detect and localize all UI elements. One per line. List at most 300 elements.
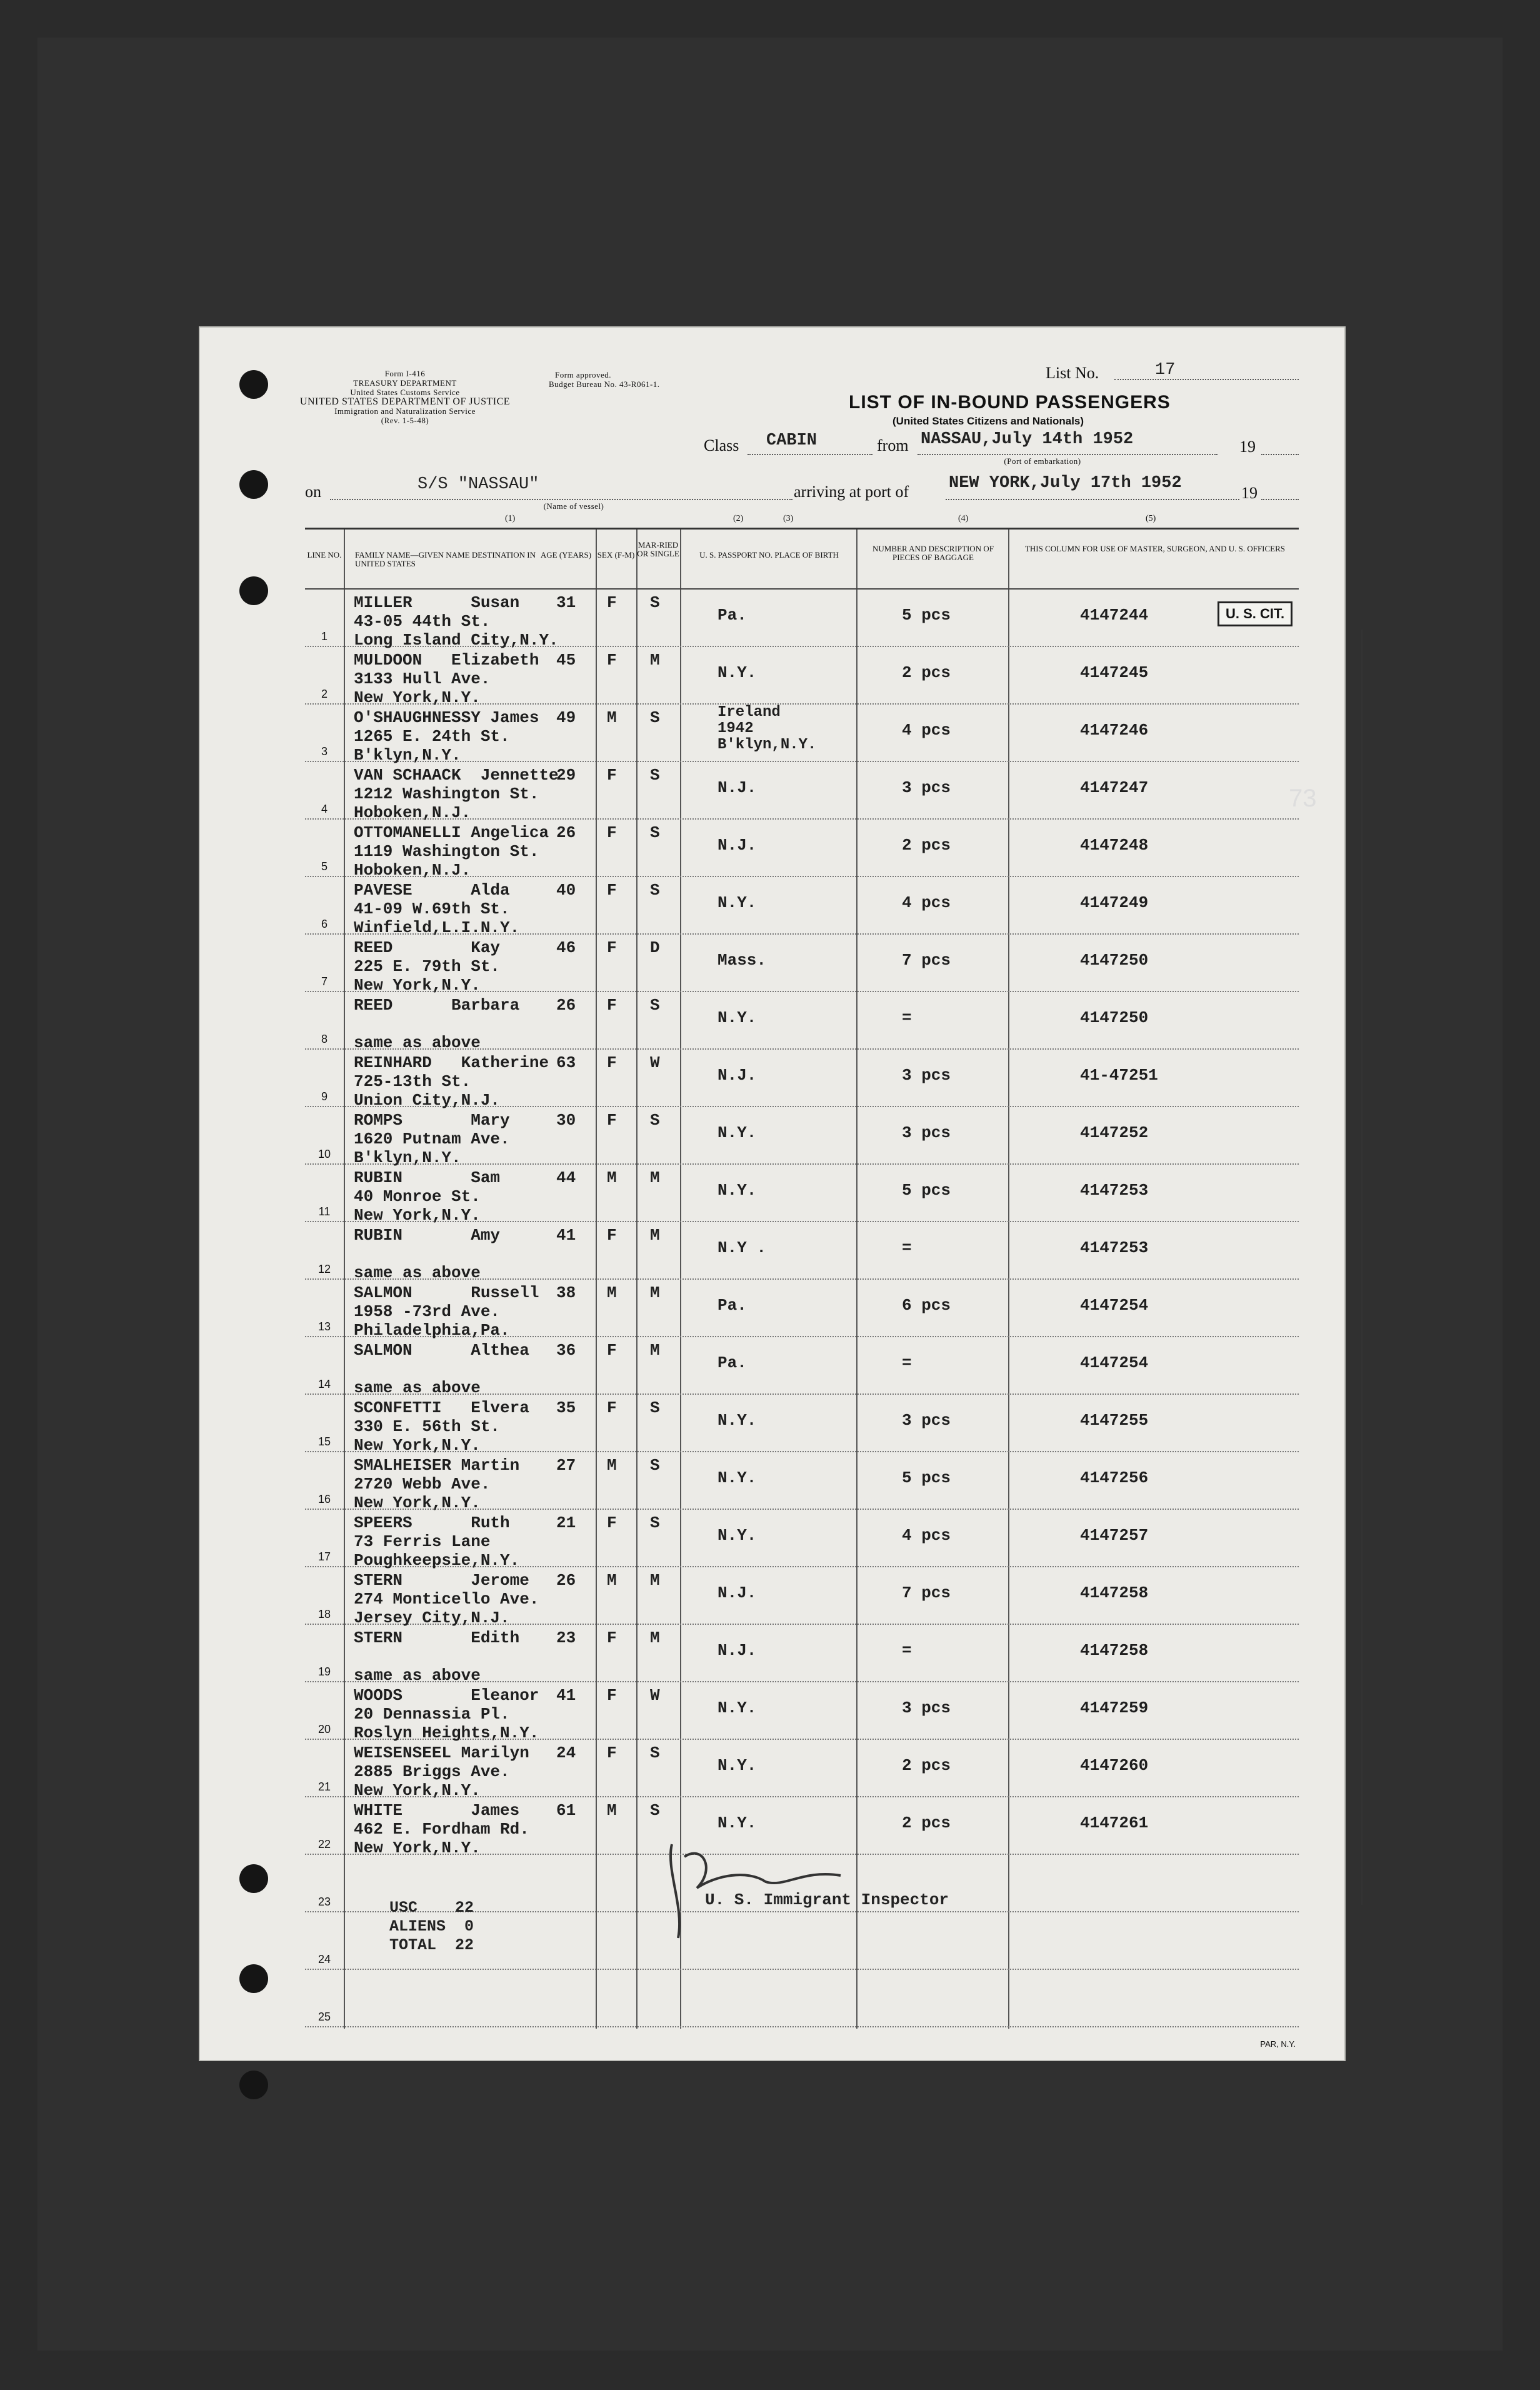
place-of-birth: N.Y. [718, 1181, 757, 1200]
city-state: New York,N.Y. [354, 1436, 481, 1455]
passenger-name: WOODS Eleanor [354, 1686, 539, 1705]
line-number: 15 [318, 1435, 331, 1448]
line-number: 5 [321, 860, 328, 873]
table-row [305, 704, 1299, 765]
sex: F [607, 881, 617, 900]
officer-number: 4147252 [1080, 1123, 1149, 1142]
header-line-no: LINE NO. [307, 550, 342, 560]
baggage-count: 2 pcs [902, 663, 951, 682]
street-address: 41-09 W.69th St. [354, 900, 510, 918]
city-state: New York,N.Y. [354, 1839, 481, 1857]
list-no-value: 17 [1155, 361, 1176, 379]
place-of-birth: N.Y. [718, 1123, 757, 1142]
sex: F [607, 593, 617, 612]
check-line [1361, 630, 1362, 1905]
passenger-name: WEISENSEEL Marilyn [354, 1744, 529, 1762]
marital-status: M [650, 651, 660, 670]
baggage-count: = [902, 1008, 912, 1027]
vessel-note: (Name of vessel) [543, 501, 604, 511]
age: 27 [556, 1456, 576, 1475]
passenger-name: VAN SCHAACK Jennette [354, 766, 559, 785]
officer-number: 4147258 [1080, 1641, 1149, 1660]
revision: (Rev. 1-5-48) [381, 416, 429, 425]
header-passport: U. S. PASSPORT NO. PLACE OF BIRTH [699, 550, 839, 560]
street-address: 73 Ferris Lane [354, 1532, 491, 1551]
officer-number: 4147256 [1080, 1469, 1149, 1487]
sex: F [607, 651, 617, 670]
baggage-count: = [902, 1238, 912, 1257]
on-label: on [305, 483, 321, 501]
baggage-count: 5 pcs [902, 1181, 951, 1200]
street-address: 2720 Webb Ave. [354, 1475, 491, 1494]
sex: M [607, 1456, 617, 1475]
officer-number: 4147247 [1080, 778, 1149, 797]
budget-bureau: Budget Bureau No. 43-R061-1. [549, 379, 660, 389]
line-number: 6 [321, 918, 328, 930]
city-state: same as above [354, 1033, 481, 1052]
list-no-line [1114, 379, 1299, 380]
passenger-name: MULDOON Elizabeth [354, 651, 539, 670]
age: 21 [556, 1514, 576, 1532]
form-number: Form I-416 [384, 369, 426, 378]
us-citizen-stamp: U. S. CIT. [1218, 601, 1292, 626]
line-number: 11 [318, 1205, 331, 1218]
table-row [305, 647, 1299, 705]
baggage-count: 5 pcs [902, 1469, 951, 1487]
passenger-name: SALMON Russell [354, 1283, 539, 1302]
place-of-birth: N.Y. [718, 1526, 757, 1545]
line-number: 17 [318, 1550, 331, 1563]
header-sex: SEX (F-M) [597, 550, 635, 560]
passenger-name: WHITE James [354, 1801, 520, 1820]
sex: M [607, 1283, 617, 1302]
table-row [305, 590, 1299, 650]
officer-number: 4147253 [1080, 1181, 1149, 1200]
table-row [305, 1165, 1299, 1225]
marital-status: S [650, 823, 660, 842]
total-value: 22 [455, 1936, 474, 1954]
baggage-count: 6 pcs [902, 1296, 951, 1315]
line-number: 1 [321, 630, 328, 643]
place-of-birth: Mass. [718, 951, 767, 970]
column-number: (2) [733, 514, 744, 523]
age: 63 [556, 1053, 576, 1072]
sex: F [607, 996, 617, 1015]
officer-number: 4147245 [1080, 663, 1149, 682]
header-married: MAR-RIED OR SINGLE [637, 540, 679, 558]
marital-status: W [650, 1053, 660, 1072]
age: 40 [556, 881, 576, 900]
line-number: 10 [318, 1148, 331, 1160]
marital-status: S [650, 1801, 660, 1820]
passenger-name: RUBIN Amy [354, 1226, 501, 1245]
passenger-name: STERN Jerome [354, 1571, 529, 1590]
line-number: 24 [318, 1953, 331, 1966]
table-row [305, 1452, 1299, 1510]
officer-number: 4147254 [1080, 1353, 1149, 1372]
line-number: 12 [318, 1263, 331, 1275]
passenger-name: O'SHAUGHNESSY James [354, 708, 539, 727]
place-of-birth: N.Y. [718, 1756, 757, 1775]
age: 29 [556, 766, 576, 785]
passenger-name: REINHARD Katherine [354, 1053, 549, 1072]
city-state: Hoboken,N.J. [354, 861, 471, 880]
place-of-birth: N.Y. [718, 1814, 757, 1832]
officer-number: 4147253 [1080, 1238, 1149, 1257]
passenger-name: SMALHEISER Martin [354, 1456, 520, 1475]
class-line [748, 454, 872, 455]
row-divider [305, 2026, 1299, 2027]
officer-number: 4147249 [1080, 893, 1149, 912]
form-subtitle: (United States Citizens and Nationals) [892, 415, 1084, 427]
table-row [305, 935, 1299, 995]
place-of-birth: N.Y . [718, 1238, 767, 1257]
baggage-count: 4 pcs [902, 721, 951, 740]
year-line [1261, 454, 1299, 455]
justice-dept: UNITED STATES DEPARTMENT OF JUSTICE [299, 396, 511, 407]
place-of-birth: Ireland 1942 B'klyn,N.Y. [718, 704, 817, 753]
column-number: (1) [505, 514, 516, 523]
officer-number: 4147255 [1080, 1411, 1149, 1430]
line-number: 23 [318, 1895, 331, 1908]
total-label: TOTAL [389, 1936, 437, 1954]
vessel-line [330, 499, 792, 500]
city-state: New York,N.Y. [354, 1206, 481, 1225]
sex: M [607, 1801, 617, 1820]
officer-number: 4147260 [1080, 1756, 1149, 1775]
age: 44 [556, 1168, 576, 1187]
year-line [1261, 499, 1299, 500]
age: 41 [556, 1686, 576, 1705]
table-row [305, 1050, 1299, 1110]
punch-hole [239, 2071, 268, 2099]
inspector-signature [659, 1832, 847, 1944]
sex: F [607, 938, 617, 957]
ins-service: Immigration and Naturalization Service [334, 406, 476, 416]
line-number: 19 [318, 1665, 331, 1678]
form-approved: Form approved. [555, 370, 612, 379]
marital-status: S [650, 1456, 660, 1475]
table-row [305, 1395, 1299, 1455]
sex: F [607, 1053, 617, 1072]
place-of-birth: N.Y. [718, 1469, 757, 1487]
officer-number: 4147244 [1080, 606, 1149, 625]
embarkation-value: NASSAU,July 14th 1952 [921, 430, 1134, 449]
line-number: 22 [318, 1838, 331, 1850]
age: 23 [556, 1629, 576, 1647]
baggage-count: 3 pcs [902, 1123, 951, 1142]
punch-hole [239, 470, 268, 499]
marital-status: S [650, 996, 660, 1015]
street-address: 1958 -73rd Ave. [354, 1302, 501, 1321]
marital-status: M [650, 1571, 660, 1590]
totals-block [389, 1899, 474, 1955]
marital-status: W [650, 1686, 660, 1705]
marital-status: M [650, 1283, 660, 1302]
age: 36 [556, 1341, 576, 1360]
street-address: 725-13th St. [354, 1072, 471, 1091]
list-no-label: List No. [1046, 364, 1099, 382]
baggage-count: = [902, 1641, 912, 1660]
passenger-name: REED Kay [354, 938, 501, 957]
printer-mark: PAR, N.Y. [1260, 2039, 1296, 2049]
age: 26 [556, 823, 576, 842]
sex: F [607, 1111, 617, 1130]
street-address: 330 E. 56th St. [354, 1417, 501, 1436]
approval-block [549, 370, 660, 389]
marital-status: M [650, 1226, 660, 1245]
baggage-count: 2 pcs [902, 1814, 951, 1832]
age: 31 [556, 593, 576, 612]
line-number: 25 [318, 2011, 331, 2023]
place-of-birth: N.J. [718, 1641, 757, 1660]
table-row [305, 1970, 1299, 2027]
age: 38 [556, 1283, 576, 1302]
line-number: 20 [318, 1723, 331, 1735]
table-row [305, 1510, 1299, 1570]
officer-number: 4147246 [1080, 721, 1149, 740]
passenger-list-form [199, 326, 1346, 2061]
table-row [305, 1107, 1299, 1165]
sex: F [607, 1514, 617, 1532]
city-state: New York,N.Y. [354, 688, 481, 707]
vessel-name: S/S "NASSAU" [418, 475, 539, 494]
baggage-count: = [902, 1353, 912, 1372]
sex: F [607, 766, 617, 785]
baggage-count: 3 pcs [902, 1411, 951, 1430]
passenger-name: RUBIN Sam [354, 1168, 501, 1187]
baggage-count: 4 pcs [902, 893, 951, 912]
sex: F [607, 1744, 617, 1762]
inspector-title: U. S. Immigrant Inspector [705, 1890, 949, 1909]
usc-value: 22 [455, 1899, 474, 1917]
header-officers: THIS COLUMN FOR USE OF MASTER, SURGEON, AND U. S. OFFICERS [1024, 544, 1286, 553]
street-address: 1265 E. 24th St. [354, 727, 510, 746]
table-row [305, 1337, 1299, 1395]
sex: M [607, 1571, 617, 1590]
arrival-value: NEW YORK,July 17th 1952 [949, 474, 1182, 493]
form-title: LIST OF IN-BOUND PASSENGERS [849, 392, 1171, 413]
table-row [305, 1280, 1299, 1340]
street-address: 274 Monticello Ave. [354, 1590, 539, 1609]
passenger-table [305, 528, 1299, 2029]
street-address: 40 Monroe St. [354, 1187, 481, 1206]
column-number: (3) [783, 514, 794, 523]
line-number: 3 [321, 745, 328, 758]
officer-number: 41-47251 [1080, 1066, 1158, 1085]
city-state: New York,N.Y. [354, 976, 481, 995]
line-number: 13 [318, 1320, 331, 1333]
line-number: 2 [321, 688, 328, 700]
place-of-birth: Pa. [718, 606, 747, 625]
marital-status: M [650, 1168, 660, 1187]
marital-status: S [650, 1744, 660, 1762]
sex: F [607, 1629, 617, 1647]
city-state: Long Island City,N.Y. [354, 631, 559, 650]
agency-block [292, 369, 518, 425]
side-page-number: 73 [1289, 785, 1317, 812]
passenger-name: STERN Edith [354, 1629, 520, 1647]
column-number: (5) [1146, 514, 1156, 523]
baggage-count: 7 pcs [902, 951, 951, 970]
baggage-count: 7 pcs [902, 1584, 951, 1602]
table-row [305, 1625, 1299, 1685]
passenger-name: ROMPS Mary [354, 1111, 510, 1130]
table-row [305, 820, 1299, 880]
place-of-birth: N.Y. [718, 663, 757, 682]
arriving-label: arriving at port of [794, 483, 909, 501]
class-label: Class [704, 436, 739, 454]
sex: F [607, 1226, 617, 1245]
place-of-birth: N.J. [718, 778, 757, 797]
city-state: Philadelphia,Pa. [354, 1321, 510, 1340]
line-number: 18 [318, 1608, 331, 1620]
table-row [305, 1682, 1299, 1740]
passenger-name: SPEERS Ruth [354, 1514, 510, 1532]
line-number: 21 [318, 1780, 331, 1793]
officer-number: 4147254 [1080, 1296, 1149, 1315]
city-state: same as above [354, 1378, 481, 1397]
city-state: New York,N.Y. [354, 1781, 481, 1800]
usc-label: USC [389, 1899, 418, 1917]
street-address: 20 Dennassia Pl. [354, 1705, 510, 1724]
place-of-birth: N.J. [718, 1584, 757, 1602]
city-state: B'klyn,N.Y. [354, 746, 461, 765]
place-of-birth: N.J. [718, 1066, 757, 1085]
table-row [305, 1740, 1299, 1800]
table-row [305, 992, 1299, 1050]
punch-hole [239, 370, 268, 399]
age: 26 [556, 1571, 576, 1590]
officer-number: 4147258 [1080, 1584, 1149, 1602]
passenger-name: SALMON Althea [354, 1341, 529, 1360]
line-number: 16 [318, 1493, 331, 1505]
marital-status: S [650, 1111, 660, 1130]
baggage-count: 2 pcs [902, 836, 951, 855]
punch-hole [239, 1964, 268, 1993]
baggage-count: 3 pcs [902, 1699, 951, 1717]
place-of-birth: N.Y. [718, 1699, 757, 1717]
street-address: 3133 Hull Ave. [354, 670, 491, 688]
officer-number: 4147257 [1080, 1526, 1149, 1545]
line-number: 14 [318, 1378, 331, 1390]
year-suffix: 19 [1241, 484, 1258, 502]
street-address: 1212 Washington St. [354, 785, 539, 803]
officer-number: 4147261 [1080, 1814, 1149, 1832]
city-state: Poughkeepsie,N.Y. [354, 1551, 520, 1570]
age: 46 [556, 938, 576, 957]
city-state: Union City,N.J. [354, 1091, 501, 1110]
street-address: 225 E. 79th St. [354, 957, 501, 976]
sex: M [607, 1168, 617, 1187]
street-address: 1119 Washington St. [354, 842, 539, 861]
passenger-name: MILLER Susan [354, 593, 520, 612]
city-state: Winfield,L.I.N.Y. [354, 918, 520, 937]
street-address: 1620 Putnam Ave. [354, 1130, 510, 1148]
line-number: 4 [321, 803, 328, 815]
line-number: 7 [321, 975, 328, 988]
column-number: (4) [958, 514, 969, 523]
baggage-count: 5 pcs [902, 606, 951, 625]
city-state: same as above [354, 1263, 481, 1282]
sex: F [607, 1341, 617, 1360]
header-baggage: NUMBER AND DESCRIPTION OF PIECES OF BAGGAGE [872, 544, 994, 562]
marital-status: M [650, 1629, 660, 1647]
city-state: New York,N.Y. [354, 1494, 481, 1512]
marital-status: S [650, 1398, 660, 1417]
port-embarkation-note: (Port of embarkation) [1004, 456, 1081, 466]
age: 49 [556, 708, 576, 727]
place-of-birth: N.J. [718, 836, 757, 855]
arrival-line [946, 499, 1239, 500]
officer-number: 4147250 [1080, 1008, 1149, 1027]
age: 35 [556, 1398, 576, 1417]
age: 26 [556, 996, 576, 1015]
punch-hole [239, 576, 268, 605]
baggage-count: 3 pcs [902, 778, 951, 797]
sex: M [607, 708, 617, 727]
baggage-count: 4 pcs [902, 1526, 951, 1545]
marital-status: S [650, 708, 660, 727]
age: 24 [556, 1744, 576, 1762]
city-state: Hoboken,N.J. [354, 803, 471, 822]
street-address: 2885 Briggs Ave. [354, 1762, 510, 1781]
table-row [305, 1567, 1299, 1625]
from-label: from [877, 436, 909, 454]
age: 61 [556, 1801, 576, 1820]
header-name: FAMILY NAME—GIVEN NAME DESTINATION IN UNITED STATES [355, 550, 536, 568]
place-of-birth: N.Y. [718, 1411, 757, 1430]
city-state: B'klyn,N.Y. [354, 1148, 461, 1167]
place-of-birth: N.Y. [718, 893, 757, 912]
year-suffix: 19 [1239, 438, 1256, 456]
officer-number: 4147248 [1080, 836, 1149, 855]
city-state: Jersey City,N.J. [354, 1609, 510, 1627]
passenger-name: PAVESE Alda [354, 881, 510, 900]
table-row [305, 1222, 1299, 1280]
place-of-birth: Pa. [718, 1353, 747, 1372]
line-number: 8 [321, 1033, 328, 1045]
age: 45 [556, 651, 576, 670]
age: 30 [556, 1111, 576, 1130]
street-address: 43-05 44th St. [354, 612, 491, 631]
from-line [918, 454, 1218, 455]
place-of-birth: Pa. [718, 1296, 747, 1315]
marital-status: D [650, 938, 660, 957]
aliens-label: ALIENS [389, 1917, 446, 1936]
passenger-name: REED Barbara [354, 996, 520, 1015]
place-of-birth: N.Y. [718, 1008, 757, 1027]
marital-status: S [650, 1514, 660, 1532]
baggage-count: 2 pcs [902, 1756, 951, 1775]
city-state: Roslyn Heights,N.Y. [354, 1724, 539, 1742]
customs-service: United States Customs Service [350, 388, 460, 397]
passenger-name: OTTOMANELLI Angelica [354, 823, 549, 842]
street-address: 462 E. Fordham Rd. [354, 1820, 529, 1839]
header-age: AGE (YEARS) [540, 550, 592, 560]
officer-number: 4147259 [1080, 1699, 1149, 1717]
officer-number: 4147250 [1080, 951, 1149, 970]
marital-status: S [650, 766, 660, 785]
class-value: CABIN [766, 431, 818, 450]
table-row [305, 877, 1299, 935]
aliens-value: 0 [464, 1917, 474, 1936]
sex: F [607, 1686, 617, 1705]
table-row [305, 762, 1299, 820]
marital-status: S [650, 593, 660, 612]
city-state: same as above [354, 1666, 481, 1685]
marital-status: S [650, 881, 660, 900]
